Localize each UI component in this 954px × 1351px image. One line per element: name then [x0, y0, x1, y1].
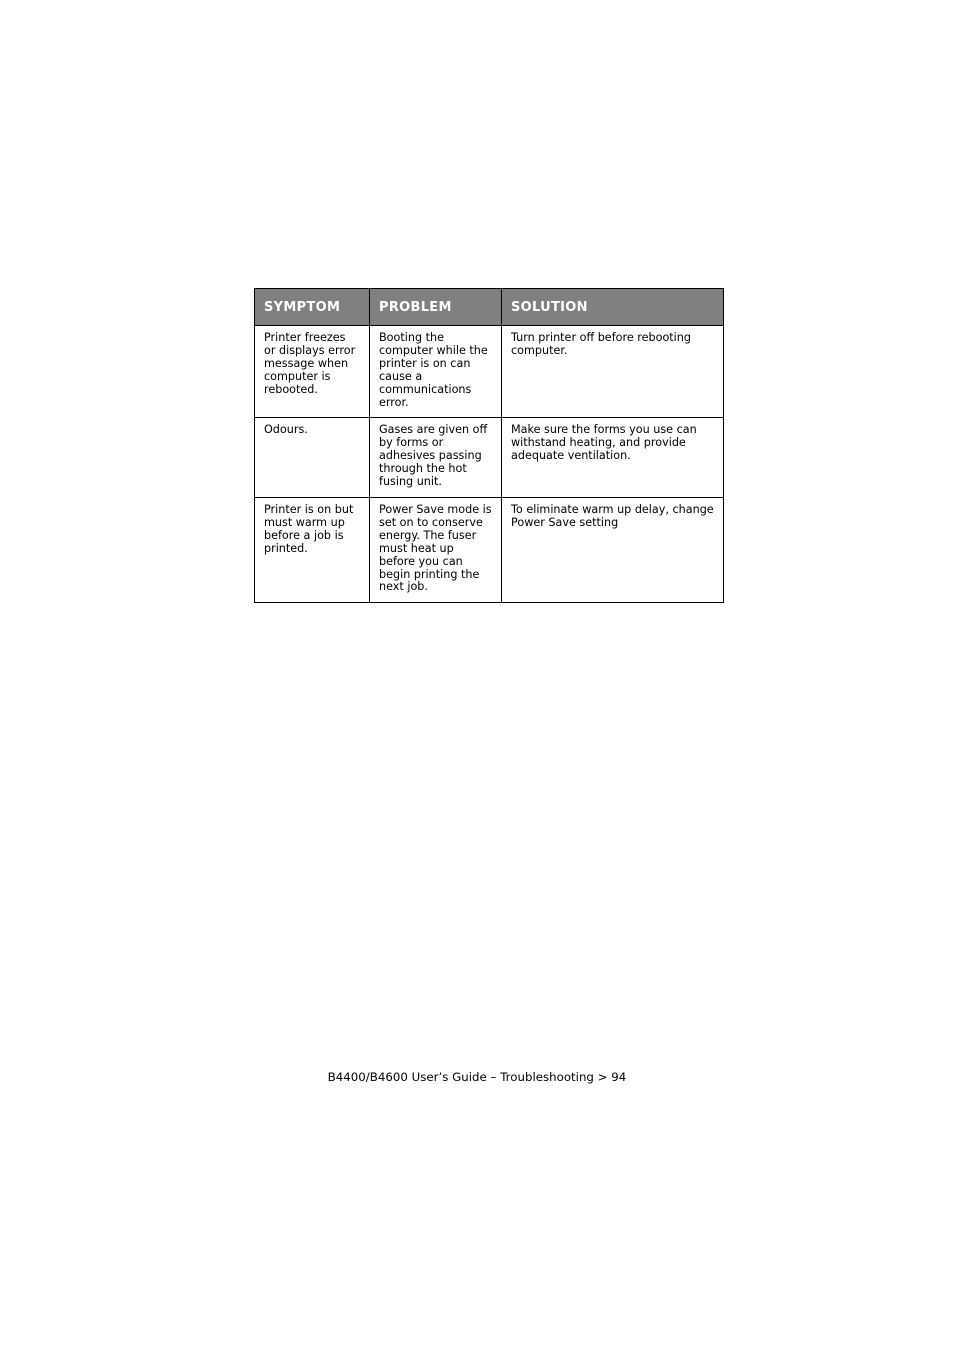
problem-cell: Booting the computer while the printer is on can cause a communications error. [370, 326, 502, 418]
table-row [255, 326, 724, 418]
symptom-cell: Printer is on but must warm up before a job is printed. [255, 497, 370, 602]
header-solution: SOLUTION [502, 289, 724, 326]
header-symptom: SYMPTOM [255, 289, 370, 326]
symptom-cell: Odours. [255, 418, 370, 498]
solution-cell: Make sure the forms you use can withstand heating, and provide adequate ventilation. [502, 418, 724, 498]
symptom-cell: Printer freezes or displays error message when computer is rebooted. [255, 326, 370, 418]
solution-cell: Turn printer off before rebooting computer. [502, 326, 724, 418]
problem-cell: Power Save mode is set on to conserve energy. The fuser must heat up before you can begin printing the next job. [370, 497, 502, 602]
table-row [255, 497, 724, 602]
page-footer: B4400/B4600 User’s Guide – Troubleshooting > 94 [327, 1070, 627, 1084]
troubleshooting-table [254, 288, 724, 603]
table-row [255, 418, 724, 498]
problem-cell: Gases are given off by forms or adhesives passing through the hot fusing unit. [370, 418, 502, 498]
header-problem: PROBLEM [370, 289, 502, 326]
solution-cell: To eliminate warm up delay, change Power Save setting [502, 497, 724, 602]
table-header-row [255, 289, 724, 326]
